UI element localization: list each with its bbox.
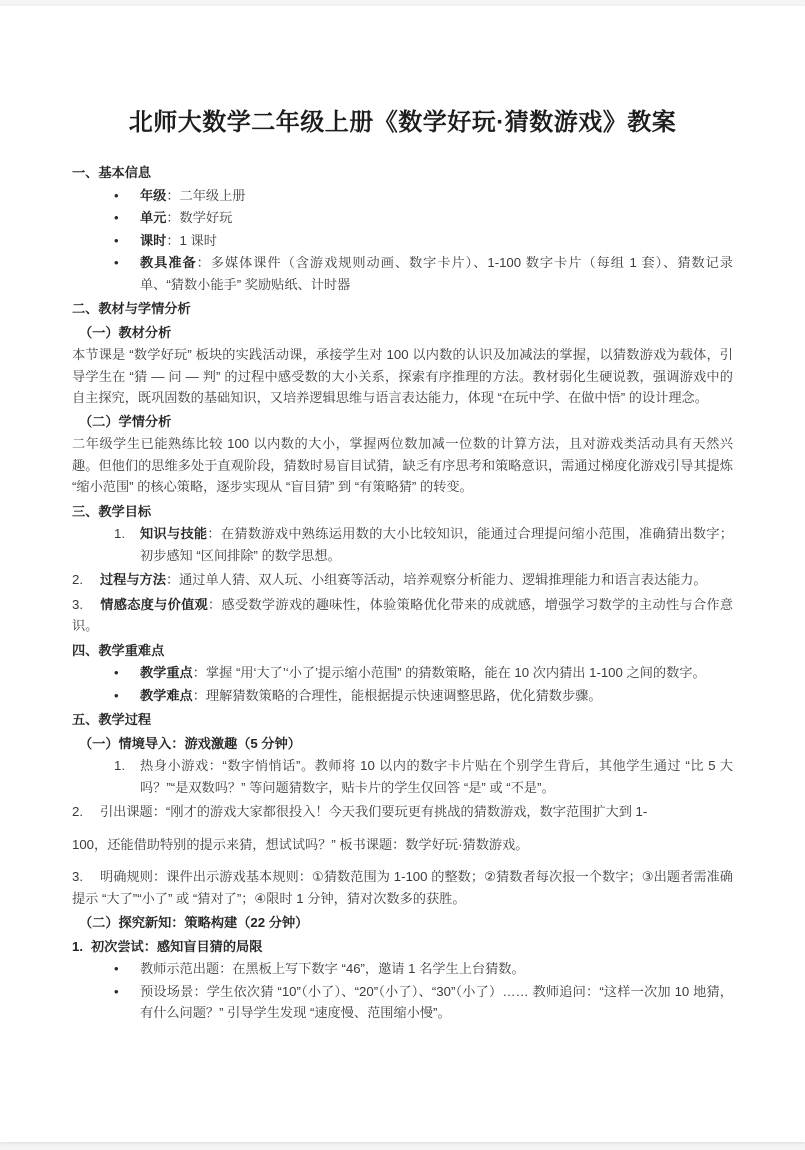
text-run: 预设场景：学生依次猜 “10”（小了）、“20”（小了）、“30”（小了）…… 教师追问：“这样一次加 10 地猜，有什么问题？” 引导学生发现 “速度慢、范围缩小慢”。 xyxy=(140,983,733,1020)
numbered-item xyxy=(72,866,733,909)
text-run: ：二年级上册 xyxy=(166,187,246,203)
text-run: 年级 xyxy=(140,187,167,203)
number-marker: 1. xyxy=(114,758,125,773)
bullet-item xyxy=(72,958,733,980)
number-marker: 3. xyxy=(72,869,83,884)
text-run: ：1 课时 xyxy=(166,232,217,248)
text-run: 二、教材与学情分析 xyxy=(72,301,191,316)
text-run: 课时 xyxy=(140,232,167,248)
text-run: ：感受数学游戏的趣味性，体验策略优化带来的成就感，增强学习数学的主动性与合作意识。 xyxy=(72,596,734,633)
text-run: 热身小游戏：“数字悄悄话”。教师将 10 以内的数字卡片贴在个别学生背后，其他学生通过 “比 5 大吗？”“是双数吗？” 等问题猜数字，贴卡片的学生仅回答 “是” 或 “不是”。 xyxy=(140,758,733,795)
numbered-item xyxy=(72,755,733,798)
text-run: 教具准备 xyxy=(140,255,197,270)
text-run: ：在猜数游戏中熟练运用数的大小比较知识，能通过合理提问缩小范围，准确猜出数字；初步感知 “区间排除” 的数学思想。 xyxy=(140,526,733,563)
text-run: （一）情境导入：游戏激趣（5 分钟） xyxy=(79,735,301,751)
text-run: 教学重点 xyxy=(140,665,193,680)
text-run: 五、教学过程 xyxy=(72,712,152,727)
text-run: ：掌握 “用‘大了’‘小了’提示缩小范围” 的猜数策略，能在 10 次内猜出 1-100 之间的数字。 xyxy=(192,665,706,680)
section-heading xyxy=(72,298,733,320)
text-run: 100，还能借助特别的提示来猜，想试试吗？” 板书课题：数学好玩·猜数游戏。 xyxy=(72,836,529,852)
text-run: 知识与技能 xyxy=(140,526,208,541)
numbered-item xyxy=(72,594,733,637)
bullet-marker: • xyxy=(114,665,119,680)
subsection-heading xyxy=(72,322,733,344)
bullet-item xyxy=(72,185,733,207)
bullet-item xyxy=(72,207,733,229)
subsection-heading xyxy=(72,733,733,755)
text-run: ：通过单人猜、双人玩、小组赛等活动，培养观察分析能力、逻辑推理能力和语言表达能力。 xyxy=(165,572,707,587)
bullet-item xyxy=(72,981,733,1024)
text-run: 初次尝试：感知盲目猜的局限 xyxy=(91,938,263,954)
text-run: 教师示范出题：在黑板上写下数字 “46”，邀请 1 名学生上台猜数。 xyxy=(140,961,525,976)
document-body xyxy=(72,162,733,1024)
bullet-item xyxy=(72,662,733,684)
bullet-marker: • xyxy=(114,210,119,225)
subsection-heading xyxy=(72,411,733,433)
text-run: 四、教学重难点 xyxy=(72,642,165,658)
paragraph xyxy=(72,344,733,409)
text-run: 一、基本信息 xyxy=(72,165,152,180)
number-marker: 2. xyxy=(72,804,83,819)
text-run: 三、教学目标 xyxy=(72,503,152,519)
number-marker: 1. xyxy=(114,526,125,541)
text-run: ：理解猜数策略的合理性，能根据提示快速调整思路，优化猜数步骤。 xyxy=(192,687,602,703)
numbered-item xyxy=(72,801,733,823)
text-run: 引出课题：“刚才的游戏大家都很投入！今天我们要玩更有挑战的猜数游戏，数字范围扩大到 1- xyxy=(100,804,648,819)
number-marker: 2. xyxy=(72,572,83,587)
bullet-marker: • xyxy=(114,983,119,999)
paragraph xyxy=(72,433,733,498)
text-run: 本节课是 “数学好玩” 板块的实践活动课，承接学生对 100 以内数的认识及加减法的掌握，以猜数游戏为载体，引导学生在 “猜 — 问 — 判” 的过程中感受数的大小关系，探索有序推理的方法。教材弱化生硬说教，强调游戏中的自主探究，既巩固数的基础知识，又培养逻辑思维与语言表达能力，体现 “在玩中学、在做中悟” 的设计理念。 xyxy=(72,347,733,405)
bullet-marker: • xyxy=(114,255,119,270)
bullet-item xyxy=(72,685,733,707)
text-run: ：多媒体课件（含游戏规则动画、数字卡片）、1-100 数字卡片（每组 1 套）、猜数记录单、“猜数小能手” 奖励贴纸、计时器 xyxy=(140,255,733,292)
text-run: （二）探究新知：策略构建（22 分钟） xyxy=(79,915,309,930)
numbered-item xyxy=(72,569,733,591)
bullet-marker: • xyxy=(114,687,119,703)
number-marker: 3. xyxy=(72,596,83,612)
subsection-heading xyxy=(72,912,733,934)
section-heading xyxy=(72,709,733,731)
number-marker: 1. xyxy=(72,938,83,954)
numbered-item xyxy=(72,523,733,566)
bullet-marker: • xyxy=(114,187,119,203)
bullet-marker: • xyxy=(114,961,119,976)
section-heading xyxy=(72,162,733,184)
paragraph xyxy=(72,834,733,856)
bullet-marker: • xyxy=(114,232,119,248)
text-run: 情感态度与价值观 xyxy=(100,596,209,612)
bullet-item xyxy=(72,230,733,252)
document-title: 北师大数学二年级上册《数学好玩·猜数游戏》教案 xyxy=(128,109,677,136)
text-run: 单元 xyxy=(140,210,167,225)
activity-heading xyxy=(72,936,733,958)
text-run: （一）教材分析 xyxy=(79,324,172,340)
section-heading xyxy=(72,501,733,523)
section-heading xyxy=(72,640,733,662)
document-page xyxy=(0,6,805,1142)
text-run: ：数学好玩 xyxy=(166,210,233,225)
text-run: 二年级学生已能熟练比较 100 以内数的大小，掌握两位数加减一位数的计算方法，且对游戏类活动具有天然兴趣。但他们的思维多处于直观阶段，猜数时易盲目试猜，缺乏有序思考和策略意识，需通过梯度化游戏引导其提炼 “缩小范围” 的核心策略，逐步实现从 “盲目猜” 到 “有策略猜” 的转变。 xyxy=(72,436,733,494)
bullet-item xyxy=(72,252,733,295)
text-run: 过程与方法 xyxy=(100,572,166,587)
text-run: 明确规则：课件出示游戏基本规则：①猜数范围为 1-100 的整数；②猜数者每次报一个数字；③出题者需准确提示 “大了”“小了” 或 “猜对了”；④限时 1 分钟，猜对次数多的获胜。 xyxy=(72,869,733,906)
text-run: （二）学情分析 xyxy=(79,413,172,429)
text-run: 教学难点 xyxy=(140,687,193,703)
